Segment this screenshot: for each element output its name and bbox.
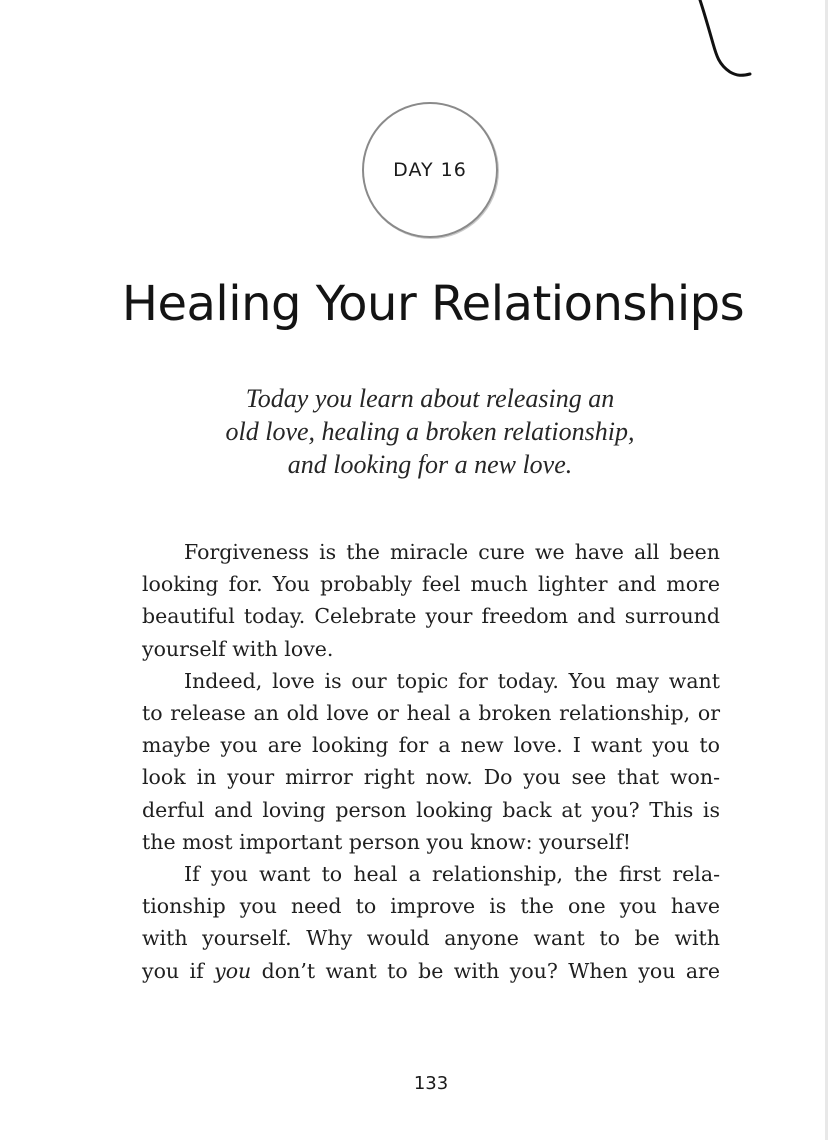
- text-line: Indeed, love is our topic for today. You may want: [184, 668, 720, 693]
- text-line: derful and loving person looking back at you? This is: [142, 797, 720, 822]
- chapter-subtitle: [150, 382, 710, 481]
- text-fragment: you if: [142, 958, 215, 983]
- chapter-title: Healing Your Relationships: [121, 276, 745, 332]
- day-badge: [362, 102, 498, 238]
- text-line: maybe you are looking for a new love. I want you to: [142, 733, 720, 758]
- page-number: 133: [413, 1073, 449, 1094]
- text-line: looking for. You probably feel much lighter and more: [142, 572, 720, 597]
- text-line: to release an old love or heal a broken relationship, or: [142, 701, 720, 726]
- text-line: If you want to heal a relationship, the first rela-: [184, 862, 720, 887]
- subtitle-line: Today you learn about releasing an: [245, 384, 615, 413]
- text-fragment: don’t want to be with you? When you are: [251, 958, 720, 983]
- emphasis-text: you: [214, 958, 252, 983]
- text-line: [142, 955, 720, 987]
- text-line: Forgiveness is the miracle cure we have all been: [184, 540, 720, 564]
- paragraph: [142, 858, 720, 987]
- paragraph: [142, 665, 720, 858]
- subtitle-line: old love, healing a broken relationship,: [225, 417, 635, 446]
- text-line: tionship you need to improve is the one you have: [142, 894, 720, 919]
- paragraph: [142, 536, 720, 665]
- pen-mark: [690, 0, 760, 90]
- body-text: [142, 536, 720, 987]
- subtitle-line: and looking for a new love.: [287, 450, 573, 479]
- text-line: look in your mirror right now. Do you see that won-: [142, 765, 720, 790]
- text-line: with yourself. Why would anyone want to be with: [142, 926, 720, 951]
- text-line: the most important person you know: yourself!: [142, 829, 631, 854]
- text-line: yourself with love.: [142, 636, 334, 661]
- day-label: DAY 16: [393, 159, 467, 181]
- text-line: beautiful today. Celebrate your freedom and surround: [142, 604, 720, 629]
